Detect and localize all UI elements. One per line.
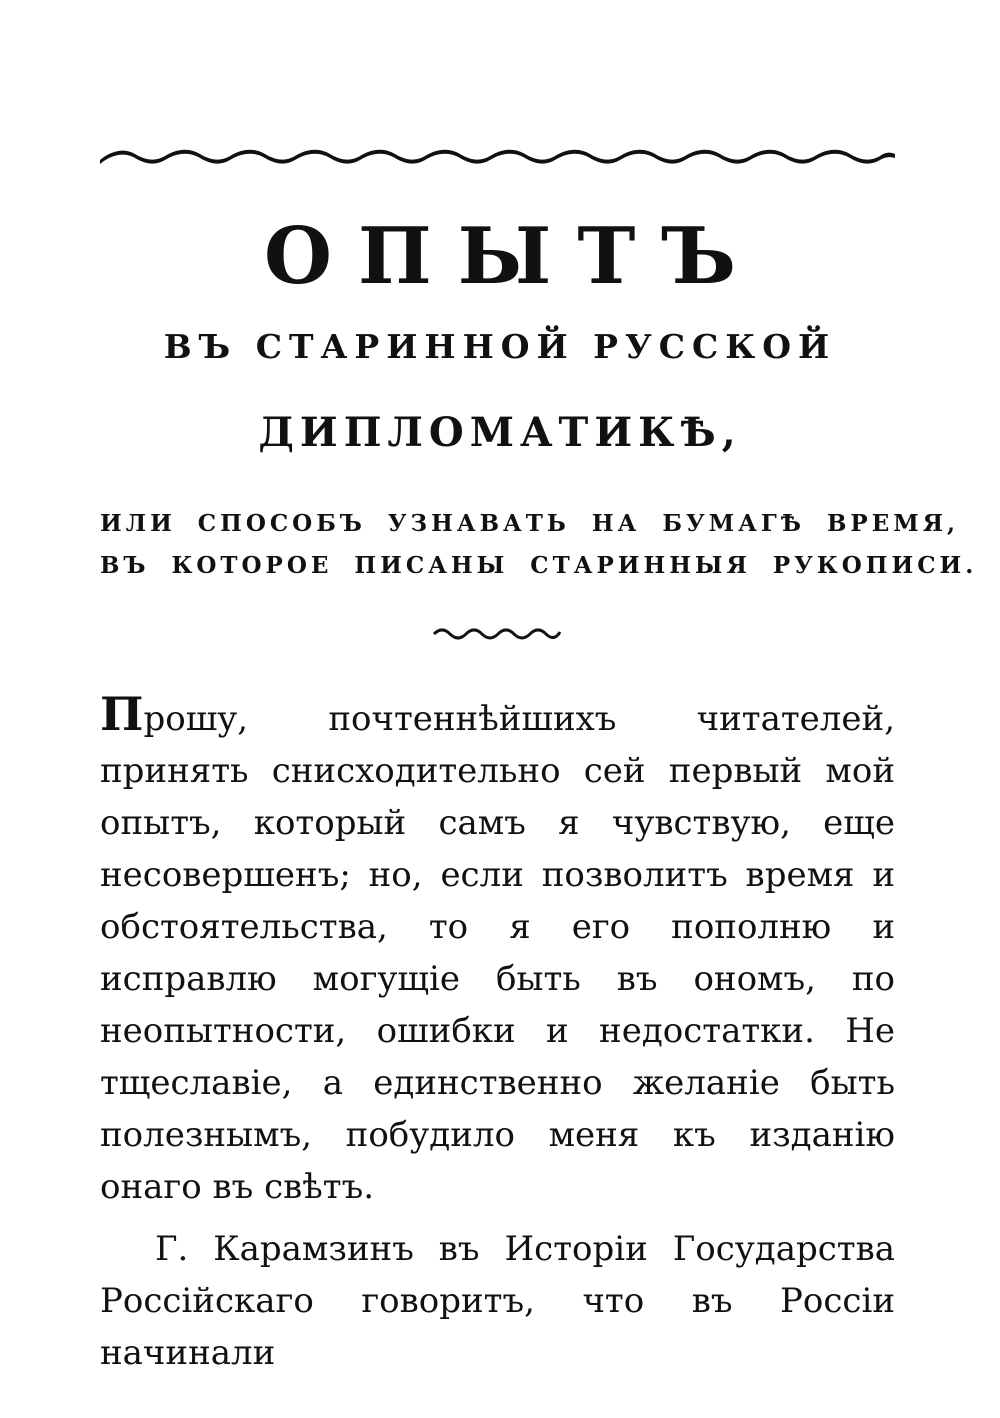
subtitle-line-3b: ВЪ КОТОРОЕ ПИСАНЫ СТАРИННЫЯ РУКОПИСИ.: [100, 552, 978, 579]
page-title: ОПЫТЪ: [264, 211, 762, 302]
subtitle-line-3a: ИЛИ СПОСОБЪ УЗНАВАТЬ НА БУМАГѢ ВРЕМЯ,: [100, 510, 959, 537]
subtitle-block: [100, 503, 978, 587]
paragraph-1: Прошу, почтеннѣйшихъ читателей, принять снисходительно сей первый мой опытъ, который самъ я чувствую, еще несовершенъ; но, если позволитъ время и обстоятельства, то я его пополню и исправлю могущіе быть въ ономъ, по неопытности, ошибки и недостатки. Не тщеславіе, а единственно желаніе быть полезнымъ, побудило меня къ изданію онаго въ свѣтъ.: [100, 687, 895, 1207]
wave-ornament-middle: [432, 620, 562, 644]
subtitle-line-1: ВЪ СТАРИННОЙ РУССКОЙ: [163, 327, 837, 366]
wave-ornament-top: [100, 140, 895, 174]
body-text: [100, 688, 895, 1379]
subtitle-line-2: ДИПЛОМАТИКѢ,: [258, 409, 742, 456]
paragraph-2: Г. Карамзинъ въ Исторіи Государства Россійскаго говоритъ, что въ Россіи начинали: [100, 1229, 895, 1373]
